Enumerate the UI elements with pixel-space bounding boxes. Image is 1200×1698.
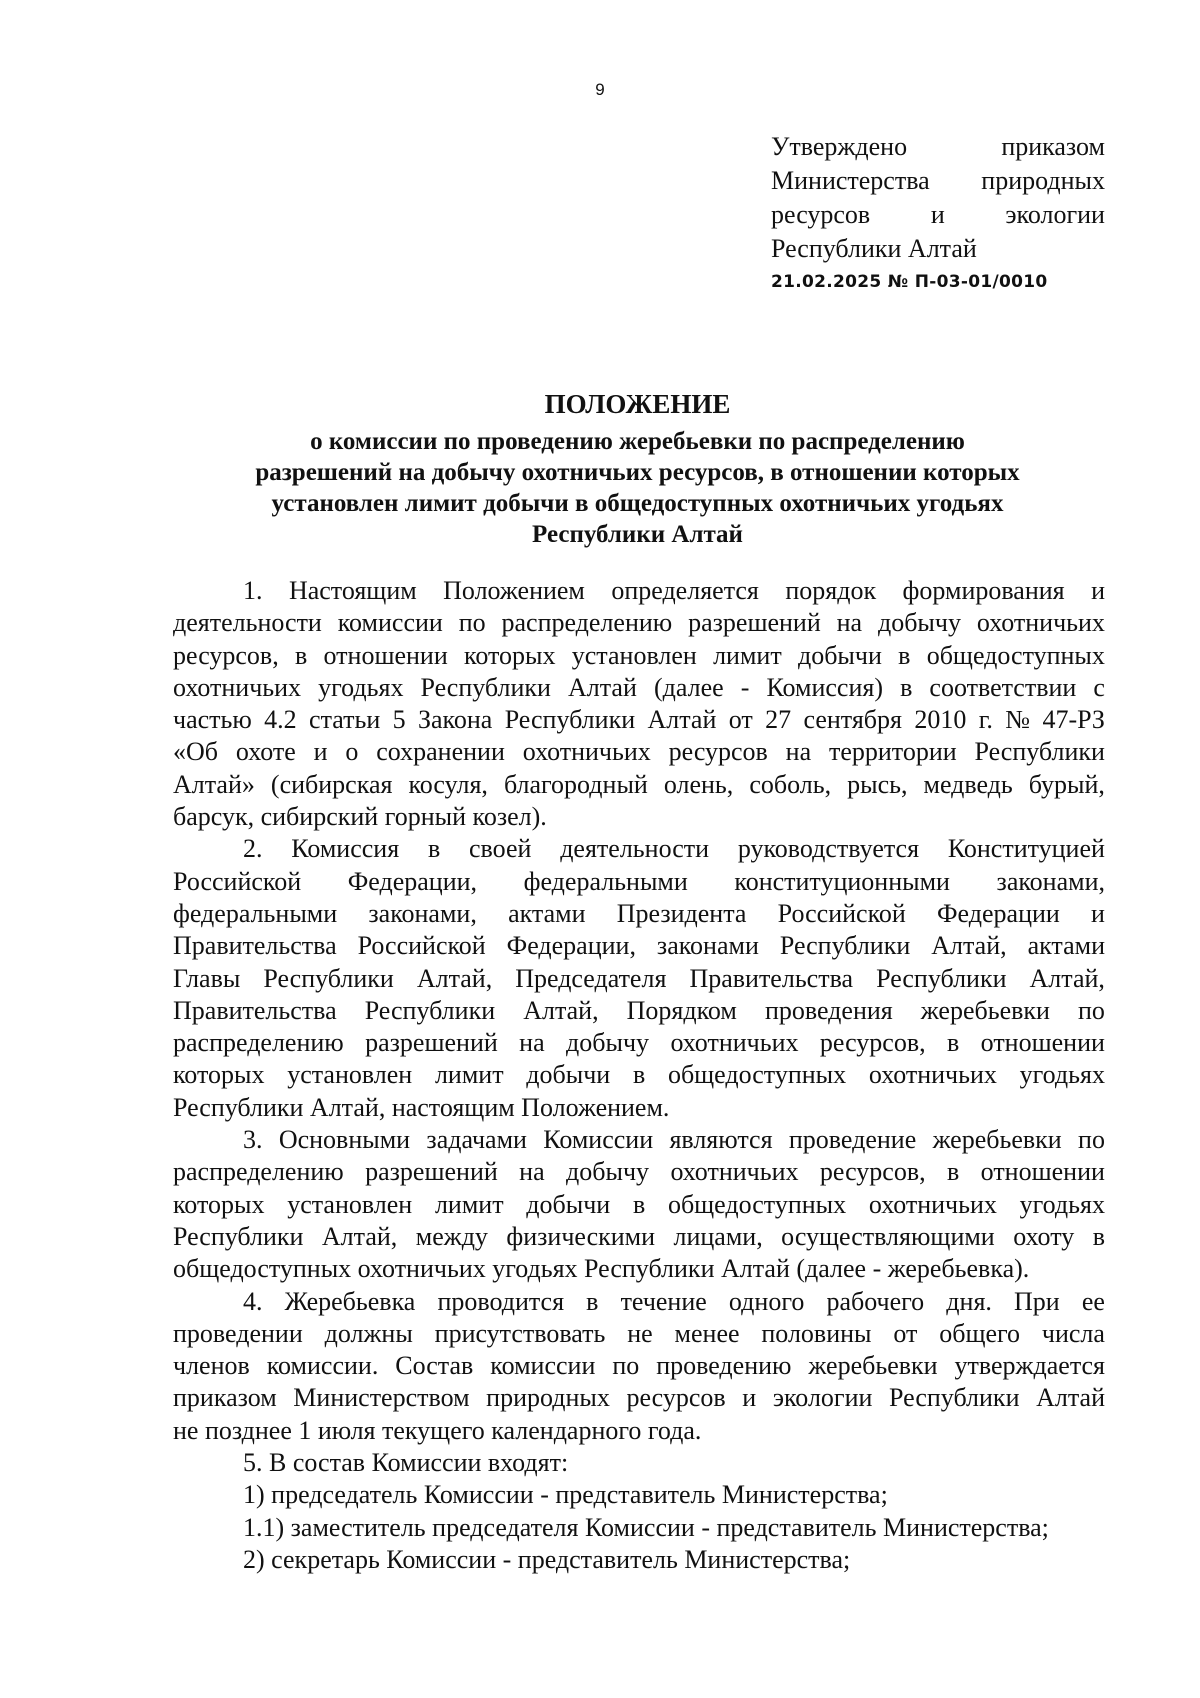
- paragraph-line: Главы Республики Алтай, Председателя Правительства Республики Алтай,: [173, 963, 1105, 993]
- subtitle-line: разрешений на добычу охотничьих ресурсов, в отношении которых: [255, 459, 1020, 486]
- paragraph-line: деятельности комиссии по распределению разрешений на добычу охотничьих: [173, 608, 1105, 638]
- paragraph: [173, 833, 1105, 1124]
- paragraph-line: Правительства Республики Алтай, Порядком проведения жеребьевки по: [173, 995, 1105, 1025]
- paragraph-line: общедоступных охотничьих угодьях Республики Алтай (далее - жеребьевка).: [173, 1254, 1030, 1284]
- paragraph-line: распределению разрешений на добычу охотничьих ресурсов, в отношении: [173, 1157, 1105, 1187]
- approval-word: ресурсов: [771, 200, 871, 229]
- approval-line: [771, 232, 1105, 266]
- paragraph-line: Алтай» (сибирская косуля, благородный олень, соболь, рысь, медведь бурый,: [173, 769, 1105, 799]
- paragraph: [173, 575, 1105, 833]
- approval-word: Министерства: [771, 166, 930, 195]
- paragraph: [173, 1512, 1105, 1544]
- paragraph-line: 1) председатель Комиссии - представитель Министерства;: [243, 1480, 888, 1510]
- approval-word: приказом: [1001, 132, 1105, 161]
- paragraph-line: 1.1) заместитель председателя Комиссии - представитель Министерства;: [243, 1512, 1049, 1542]
- paragraph-line: приказом Министерством природных ресурсов и экологии Республики Алтай: [173, 1383, 1105, 1413]
- paragraph-line: 2. Комиссия в своей деятельности руководствуется Конституцией: [243, 834, 1105, 864]
- paragraph-line: Республики Алтай, между физическими лицами, осуществляющими охоту в: [173, 1221, 1105, 1251]
- paragraph-line: не позднее 1 июля текущего календарного года.: [173, 1415, 702, 1445]
- document-title-block: [170, 386, 1105, 550]
- paragraph: [173, 1479, 1105, 1511]
- approval-line: [771, 198, 1105, 232]
- subtitle-line: о комиссии по проведению жеребьевки по распределению: [310, 428, 965, 455]
- approval-word: Республики Алтай: [771, 234, 977, 263]
- paragraph-line: частью 4.2 статьи 5 Закона Республики Алтай от 27 сентября 2010 г. № 47-РЗ: [173, 705, 1105, 735]
- paragraph-line: Правительства Российской Федерации, законами Республики Алтай, актами: [173, 931, 1105, 961]
- approval-word: природных: [981, 166, 1105, 195]
- order-reference: 21.02.2025 № П-03-01/0010: [771, 272, 1048, 292]
- approval-word: экологии: [1005, 200, 1105, 229]
- paragraph-line: которых установлен лимит добычи в общедоступных охотничьих угодьях: [173, 1060, 1105, 1090]
- paragraph: [173, 1447, 1105, 1479]
- paragraph: [173, 1544, 1105, 1576]
- approval-stamp-block: [771, 130, 1105, 266]
- paragraph-line: Республики Алтай, настоящим Положением.: [173, 1092, 670, 1122]
- paragraph: [173, 1286, 1105, 1447]
- paragraph-line: ресурсов, в отношении которых установлен лимит добычи в общедоступных: [173, 640, 1105, 670]
- approval-line: [771, 164, 1105, 198]
- paragraph-line: 4. Жеребьевка проводится в течение одного рабочего дня. При ее: [243, 1286, 1105, 1316]
- paragraph-line: «Об охоте и о сохранении охотничьих ресурсов на территории Республики: [173, 737, 1105, 767]
- document-body: [173, 575, 1105, 1576]
- approval-line: [771, 130, 1105, 164]
- document-subtitle: [170, 426, 1105, 550]
- paragraph-line: 1. Настоящим Положением определяется порядок формирования и: [243, 576, 1105, 605]
- paragraph-line: 3. Основными задачами Комиссии являются проведение жеребьевки по: [243, 1125, 1105, 1155]
- approval-word: и: [930, 200, 945, 229]
- subtitle-line: установлен лимит добычи в общедоступных охотничьих угодьях: [271, 490, 1004, 517]
- paragraph: [173, 1124, 1105, 1285]
- paragraph-line: федеральными законами, актами Президента Российской Федерации и: [173, 898, 1105, 928]
- page-number: 9: [595, 80, 605, 99]
- document-title: ПОЛОЖЕНИЕ: [544, 389, 731, 419]
- paragraph-line: которых установлен лимит добычи в общедоступных охотничьих угодьях: [173, 1189, 1105, 1219]
- paragraph-line: Российской Федерации, федеральными конституционными законами,: [173, 866, 1105, 896]
- paragraph-line: 2) секретарь Комиссии - представитель Министерства;: [243, 1544, 851, 1574]
- approval-word: Утверждено: [771, 132, 908, 161]
- paragraph-line: охотничьих угодьях Республики Алтай (далее - Комиссия) в соответствии с: [173, 672, 1105, 702]
- paragraph-line: проведении должны присутствовать не менее половины от общего числа: [173, 1318, 1105, 1348]
- subtitle-line: Республики Алтай: [532, 521, 743, 548]
- paragraph-line: распределению разрешений на добычу охотничьих ресурсов, в отношении: [173, 1028, 1105, 1058]
- paragraph-line: барсук, сибирский горный козел).: [173, 802, 547, 832]
- paragraph-line: 5. В состав Комиссии входят:: [243, 1448, 569, 1478]
- paragraph-line: членов комиссии. Состав комиссии по проведению жеребьевки утверждается: [173, 1351, 1105, 1381]
